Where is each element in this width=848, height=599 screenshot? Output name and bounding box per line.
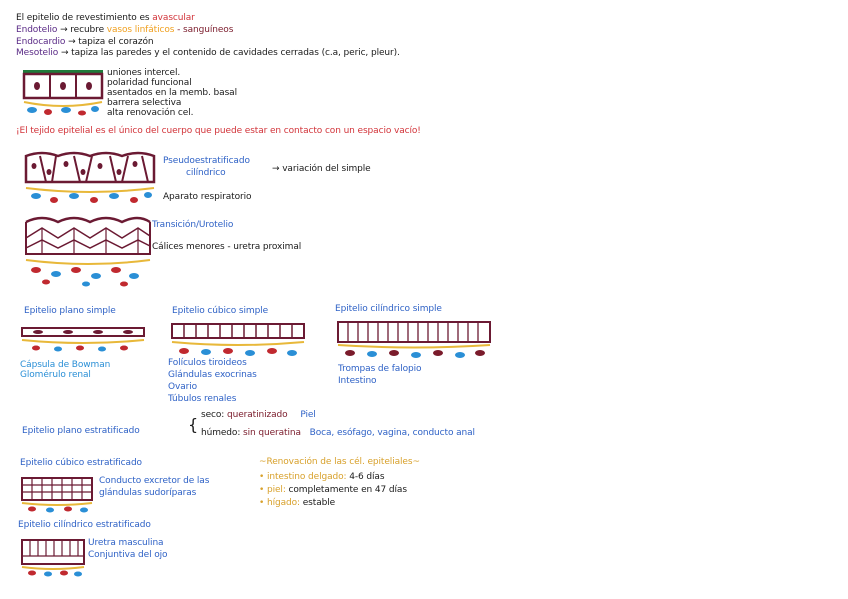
intro-text: El epitelio de revestimiento es — [16, 13, 150, 23]
cubico-estratificado-item-1: Conducto excretor de las — [99, 476, 210, 486]
renovacion-item-2-label: piel: — [266, 485, 286, 495]
cubico-estratificado-item-2: glándulas sudoríparas — [99, 488, 197, 498]
renovacion-item-1-value: 4-6 días — [349, 472, 385, 482]
cubico-estratificado-illustration — [18, 474, 96, 514]
renovacion-item-3-label: hígado: — [266, 498, 300, 508]
humedo-line — [201, 428, 475, 439]
feature-1: uniones intercel. — [107, 68, 181, 78]
brace-icon: { — [188, 415, 199, 434]
transicion-location: Cálices menores - uretra proximal — [152, 242, 302, 252]
cubico-simple-item-1: Folículos tiroideos — [168, 358, 247, 368]
vasos-linfaticos: vasos linfáticos — [106, 25, 175, 35]
endotelio-arrow: → recubre — [60, 25, 105, 35]
renovacion-item-3-value: estable — [302, 498, 336, 508]
endotelio-term: Endotelio — [16, 25, 58, 35]
humedo-label: húmedo: — [201, 428, 241, 438]
plano-simple-item-2: Glomérulo renal — [20, 370, 91, 380]
humedo-value: sin queratina — [243, 428, 301, 438]
plano-simple-item-1: Cápsula de Bowman — [20, 360, 111, 370]
cilindrico-estratificado-item-1: Uretra masculina — [88, 538, 164, 548]
cubico-simple-title: Epitelio cúbico simple — [172, 306, 269, 316]
cilindrico-simple-item-1: Trompas de falopio — [338, 364, 422, 374]
avascular-word: avascular — [152, 13, 195, 23]
renovacion-item-1-label: intestino delgado: — [266, 472, 347, 482]
transitional-illustration — [22, 214, 152, 290]
bullet-icon: • — [259, 485, 265, 495]
cilindrico-simple-illustration — [334, 318, 494, 360]
cubico-estratificado-title: Epitelio cúbico estratificado — [20, 458, 142, 468]
feature-5: alta renovación cel. — [107, 108, 194, 118]
cubico-simple-item-2: Glándulas exocrinas — [168, 370, 257, 380]
cubico-simple-item-3: Ovario — [168, 382, 198, 392]
seco-location: Piel — [300, 410, 316, 420]
endotelio-line — [16, 25, 233, 36]
cilindrico-simple-item-2: Intestino — [338, 376, 377, 386]
renovacion-item-3 — [259, 498, 335, 509]
pseudo-location: Aparato respiratorio — [163, 192, 252, 202]
seco-label: seco: — [201, 410, 225, 420]
renovacion-item-2-value: completamente en 47 días — [288, 485, 407, 495]
generic-epithelium-illustration — [22, 66, 104, 120]
pseudo-arrow: → variación del simple — [272, 164, 371, 174]
endocardio-desc: → tapiza el corazón — [68, 37, 154, 47]
endocardio-term: Endocardio — [16, 37, 66, 47]
feature-2: polaridad funcional — [107, 78, 192, 88]
seco-value: queratinizado — [226, 410, 288, 420]
renovacion-item-2 — [259, 485, 407, 496]
pseudostratified-illustration — [22, 150, 160, 210]
pseudo-title-b: cilíndrico — [186, 168, 226, 178]
endocardio-line — [16, 37, 153, 48]
cilindrico-estratificado-title: Epitelio cilíndrico estratificado — [18, 520, 151, 530]
vasos-sanguineos: - sanguíneos — [177, 25, 234, 35]
plano-simple-title: Epitelio plano simple — [24, 306, 116, 316]
bullet-icon: • — [259, 472, 265, 482]
feature-3: asentados en la memb. basal — [107, 88, 237, 98]
cubico-simple-item-4: Túbulos renales — [168, 394, 237, 404]
cilindrico-simple-title: Epitelio cilíndrico simple — [335, 304, 442, 314]
bullet-icon: • — [259, 498, 265, 508]
feature-4: barrera selectiva — [107, 98, 182, 108]
seco-line — [201, 410, 316, 421]
mesotelio-line — [16, 48, 400, 59]
intro-line — [16, 13, 195, 24]
plano-simple-illustration — [18, 322, 148, 354]
plano-estratificado-title: Epitelio plano estratificado — [22, 426, 140, 436]
transicion-title: Transición/Urotelio — [152, 220, 234, 230]
epithelium-note: ¡El tejido epitelial es el único del cuerpo que puede estar en contacto con un espacio vacío! — [16, 126, 421, 136]
humedo-location: Boca, esófago, vagina, conducto anal — [309, 428, 475, 438]
pseudo-title-a: Pseudoestratificado — [163, 156, 250, 166]
cilindrico-estratificado-illustration — [18, 536, 88, 578]
mesotelio-term: Mesotelio — [16, 48, 59, 58]
renovacion-title: ~Renovación de las cél. epiteliales~ — [259, 457, 420, 467]
renovacion-item-1 — [259, 472, 384, 483]
cubico-simple-illustration — [168, 320, 308, 360]
cilindrico-estratificado-item-2: Conjuntiva del ojo — [88, 550, 168, 560]
mesotelio-desc: → tapiza las paredes y el contenido de cavidades cerradas (c.a, peric, pleur). — [60, 48, 400, 58]
